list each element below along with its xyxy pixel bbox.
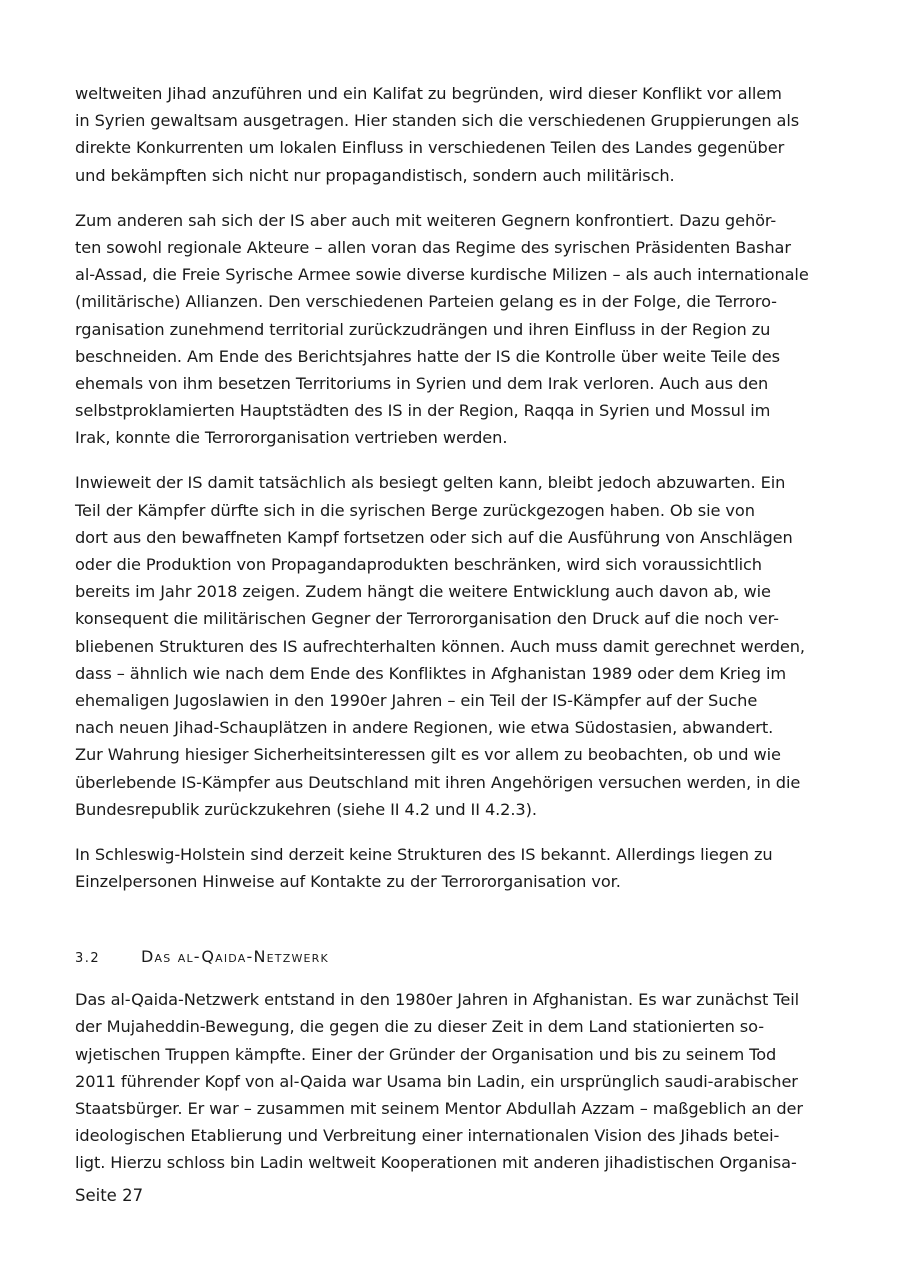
paragraph-line: bereits im Jahr 2018 zeigen. Zudem hängt die weitere Entwicklung auch davon ab, wie: [75, 582, 771, 602]
page-number: Seite 27: [75, 1186, 144, 1205]
paragraph-line: der Mujaheddin-Bewegung, die gegen die zu dieser Zeit in dem Land stationierten so-: [75, 1017, 764, 1037]
section-paragraph: [75, 986, 830, 1176]
paragraph-line: selbstproklamierten Hauptstädten des IS in der Region, Raqqa in Syrien und Mossul im: [75, 401, 771, 421]
paragraph-line: al-Assad, die Freie Syrische Armee sowie diverse kurdische Milizen – als auch internationale: [75, 265, 809, 285]
paragraph-line: oder die Produktion von Propagandaprodukten beschränken, wird sich voraussichtlich: [75, 555, 762, 574]
paragraph-3: [75, 469, 830, 822]
paragraph-line: Einzelpersonen Hinweise auf Kontakte zu der Terrororganisation vor.: [75, 872, 621, 892]
paragraph-line: nach neuen Jihad-Schauplätzen in andere Regionen, wie etwa Südostasien, abwandert.: [75, 718, 774, 738]
paragraph-line: rganisation zunehmend territorial zurückzudrängen und ihren Einfluss in der Region zu: [75, 319, 771, 339]
paragraph-line: ten sowohl regionale Akteure – allen voran das Regime des syrischen Präsidenten Bashar: [75, 237, 791, 257]
paragraph-line: In Schleswig-Holstein sind derzeit keine Strukturen des IS bekannt. Allerdings liegen zu: [75, 844, 773, 864]
paragraph-line: und bekämpften sich nicht nur propagandistisch, sondern auch militärisch.: [75, 165, 675, 185]
paragraph-line: überlebende IS-Kämpfer aus Deutschland mit ihren Angehörigen versuchen werden, in die: [75, 772, 801, 792]
paragraph-line: Teil der Kämpfer dürfte sich in die syrischen Berge zurückgezogen haben. Ob sie von: [75, 500, 755, 520]
paragraph-line: Das al-Qaida-Netzwerk entstand in den 1980er Jahren in Afghanistan. Es war zunächst Teil: [75, 990, 799, 1010]
paragraph-line: Staatsbürger. Er war – zusammen mit seinem Mentor Abdullah Azzam – maßgeblich an der: [75, 1099, 803, 1118]
paragraph-1: [75, 80, 830, 189]
paragraph-line: 2011 führender Kopf von al-Qaida war Usama bin Ladin, ein ursprünglich saudi-arabischer: [75, 1071, 798, 1091]
paragraph-line: Irak, konnte die Terrororganisation vertrieben werden.: [75, 428, 508, 448]
paragraph-line: bliebenen Strukturen des IS aufrechterhalten können. Auch muss damit gerechnet werden,: [75, 636, 805, 656]
section-number: 3.2: [75, 951, 101, 967]
paragraph-line: ideologischen Etablierung und Verbreitung einer internationalen Vision des Jihads betei-: [75, 1126, 780, 1146]
paragraph-line: ligt. Hierzu schloss bin Ladin weltweit Kooperationen mit anderen jihadistischen Organisa-: [75, 1153, 797, 1173]
paragraph-line: ehemaligen Jugoslawien in den 1990er Jahren – ein Teil der IS-Kämpfer auf der Suche: [75, 690, 758, 710]
paragraph-4: [75, 841, 830, 895]
paragraph-line: wjetischen Truppen kämpfte. Einer der Gründer der Organisation und bis zu seinem Tod: [75, 1044, 777, 1064]
paragraph-line: dass – ähnlich wie nach dem Ende des Konfliktes in Afghanistan 1989 oder dem Krieg im: [75, 663, 787, 683]
paragraph-line: ehemals von ihm besetzen Territoriums in Syrien und dem Irak verloren. Auch aus den: [75, 373, 769, 393]
paragraph-line: Zum anderen sah sich der IS aber auch mit weiteren Gegnern konfrontiert. Dazu gehör-: [75, 210, 777, 230]
paragraph-line: konsequent die militärischen Gegner der Terrororganisation den Druck auf die noch ver-: [75, 609, 779, 629]
paragraph-line: dort aus den bewaffneten Kampf fortsetzen oder sich auf die Ausführung von Anschlägen: [75, 527, 793, 547]
paragraph-line: Inwieweit der IS damit tatsächlich als besiegt gelten kann, bleibt jedoch abzuwarten. Ein: [75, 473, 786, 493]
paragraph-line: Bundesrepublik zurückzukehren (siehe II 4.2 und II 4.2.3).: [75, 799, 537, 819]
paragraph-line: Zur Wahrung hiesiger Sicherheitsinteressen gilt es vor allem zu beobachten, ob und wie: [75, 745, 781, 765]
paragraph-line: beschneiden. Am Ende des Berichtsjahres hatte der IS die Kontrolle über weite Teile des: [75, 346, 780, 366]
section-title: Das al-Qaida-Netzwerk: [141, 947, 329, 967]
paragraph-line: weltweiten Jihad anzuführen und ein Kalifat zu begründen, wird dieser Konflikt vor allem: [75, 84, 782, 103]
paragraph-line: direkte Konkurrenten um lokalen Einfluss in verschiedenen Teilen des Landes gegenüber: [75, 138, 785, 158]
paragraph-line: (militärische) Allianzen. Den verschiedenen Parteien gelang es in der Folge, die Terroro-: [75, 292, 777, 312]
page-body: [75, 80, 830, 1195]
paragraph-2: [75, 207, 830, 452]
paragraph-line: in Syrien gewaltsam ausgetragen. Hier standen sich die verschiedenen Gruppierungen als: [75, 111, 800, 131]
section-heading: [75, 947, 830, 974]
